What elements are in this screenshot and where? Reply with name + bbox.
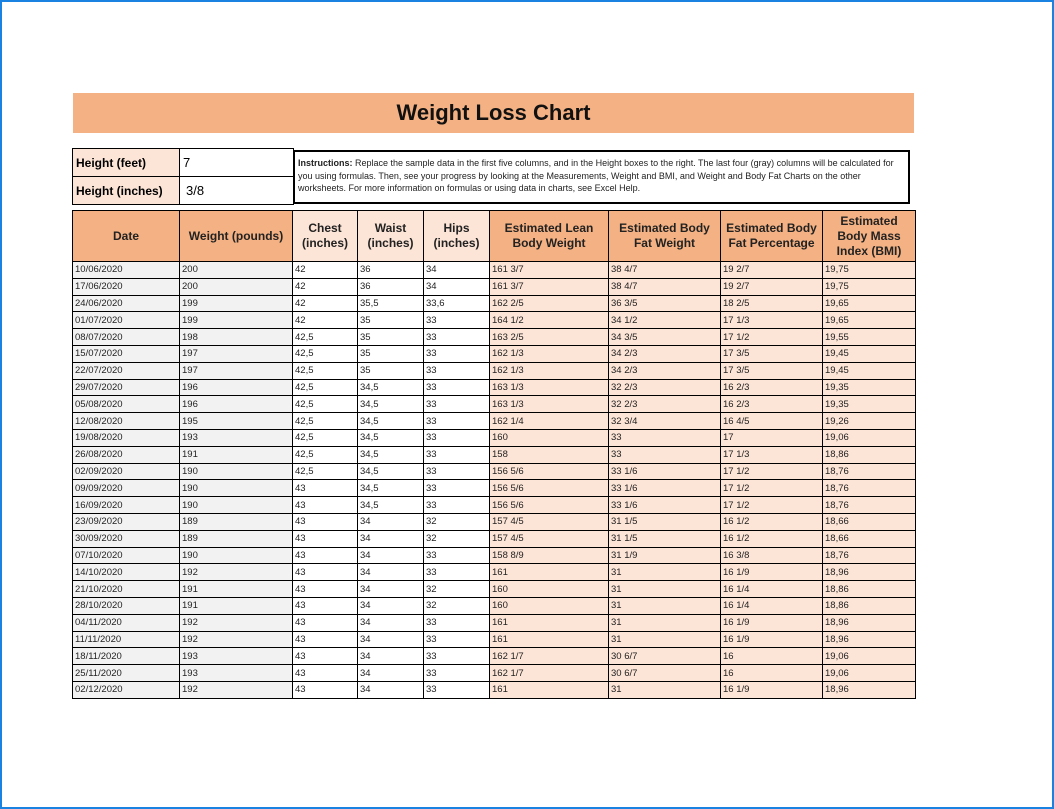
waist-cell[interactable]: 35 xyxy=(358,329,424,346)
lean-weight-cell: 161 xyxy=(490,631,609,648)
bmi-cell: 18,96 xyxy=(823,614,916,631)
waist-cell[interactable]: 35 xyxy=(358,312,424,329)
waist-cell[interactable]: 34 xyxy=(358,581,424,598)
date-cell[interactable]: 01/07/2020 xyxy=(73,312,180,329)
chest-cell[interactable]: 43 xyxy=(293,581,358,598)
weight-cell[interactable]: 192 xyxy=(180,614,293,631)
waist-cell[interactable]: 34,5 xyxy=(358,463,424,480)
page-title: Weight Loss Chart xyxy=(73,93,914,133)
fat-percentage-cell: 19 2/7 xyxy=(721,278,823,295)
fat-percentage-cell: 16 3/8 xyxy=(721,547,823,564)
fat-percentage-cell: 16 1/4 xyxy=(721,581,823,598)
fat-percentage-cell: 16 4/5 xyxy=(721,413,823,430)
chest-cell[interactable]: 42 xyxy=(293,295,358,312)
fat-weight-cell: 32 3/4 xyxy=(609,413,721,430)
bmi-cell: 18,76 xyxy=(823,480,916,497)
table-row xyxy=(73,295,916,312)
hips-cell[interactable]: 32 xyxy=(424,597,490,614)
weight-cell[interactable]: 199 xyxy=(180,295,293,312)
fat-weight-cell: 31 xyxy=(609,631,721,648)
weight-cell[interactable]: 197 xyxy=(180,345,293,362)
header-date: Date xyxy=(73,211,180,262)
weight-cell[interactable]: 198 xyxy=(180,329,293,346)
fat-weight-cell: 34 2/3 xyxy=(609,345,721,362)
date-cell[interactable]: 05/08/2020 xyxy=(73,396,180,413)
bmi-cell: 18,96 xyxy=(823,631,916,648)
lean-weight-cell: 162 1/7 xyxy=(490,665,609,682)
weight-cell[interactable]: 193 xyxy=(180,648,293,665)
weight-cell[interactable]: 197 xyxy=(180,362,293,379)
waist-cell[interactable]: 34 xyxy=(358,564,424,581)
bmi-cell: 19,65 xyxy=(823,295,916,312)
fat-weight-cell: 31 xyxy=(609,597,721,614)
date-cell[interactable]: 16/09/2020 xyxy=(73,497,180,514)
hips-cell[interactable]: 33 xyxy=(424,329,490,346)
chest-cell[interactable]: 43 xyxy=(293,480,358,497)
date-cell[interactable]: 02/09/2020 xyxy=(73,463,180,480)
waist-cell[interactable]: 34,5 xyxy=(358,497,424,514)
chest-cell[interactable]: 43 xyxy=(293,614,358,631)
fat-weight-cell: 34 1/2 xyxy=(609,312,721,329)
date-cell[interactable]: 02/12/2020 xyxy=(73,681,180,698)
weight-cell[interactable]: 192 xyxy=(180,564,293,581)
table-row xyxy=(73,413,916,430)
table-row xyxy=(73,614,916,631)
waist-cell[interactable]: 34 xyxy=(358,648,424,665)
hips-cell[interactable]: 33 xyxy=(424,463,490,480)
date-cell[interactable]: 24/06/2020 xyxy=(73,295,180,312)
fat-weight-cell: 30 6/7 xyxy=(609,665,721,682)
fat-weight-cell: 33 1/6 xyxy=(609,497,721,514)
fat-weight-cell: 33 xyxy=(609,446,721,463)
chest-cell[interactable]: 43 xyxy=(293,597,358,614)
weight-cell[interactable]: 191 xyxy=(180,446,293,463)
table-row xyxy=(73,429,916,446)
date-cell[interactable]: 14/10/2020 xyxy=(73,564,180,581)
waist-cell[interactable]: 36 xyxy=(358,262,424,279)
lean-weight-cell: 160 xyxy=(490,581,609,598)
table-row xyxy=(73,581,916,598)
bmi-cell: 18,76 xyxy=(823,497,916,514)
fat-percentage-cell: 16 1/2 xyxy=(721,513,823,530)
fat-percentage-cell: 19 2/7 xyxy=(721,262,823,279)
fat-weight-cell: 30 6/7 xyxy=(609,648,721,665)
hips-cell[interactable]: 33 xyxy=(424,312,490,329)
bmi-cell: 18,76 xyxy=(823,463,916,480)
weight-cell[interactable]: 196 xyxy=(180,379,293,396)
chest-cell[interactable]: 43 xyxy=(293,564,358,581)
bmi-cell: 19,45 xyxy=(823,362,916,379)
fat-percentage-cell: 16 1/4 xyxy=(721,597,823,614)
fat-percentage-cell: 16 xyxy=(721,665,823,682)
hips-cell[interactable]: 32 xyxy=(424,530,490,547)
lean-weight-cell: 163 1/3 xyxy=(490,379,609,396)
date-cell[interactable]: 10/06/2020 xyxy=(73,262,180,279)
hips-cell[interactable]: 33 xyxy=(424,614,490,631)
chest-cell[interactable]: 43 xyxy=(293,681,358,698)
lean-weight-cell: 161 xyxy=(490,681,609,698)
instructions-box xyxy=(293,150,910,204)
bmi-cell: 19,55 xyxy=(823,329,916,346)
weight-cell[interactable]: 190 xyxy=(180,480,293,497)
lean-weight-cell: 162 1/4 xyxy=(490,413,609,430)
hips-cell[interactable]: 33 xyxy=(424,631,490,648)
lean-weight-cell: 158 8/9 xyxy=(490,547,609,564)
table-row xyxy=(73,329,916,346)
fat-weight-cell: 31 1/9 xyxy=(609,547,721,564)
lean-weight-cell: 161 xyxy=(490,614,609,631)
fat-percentage-cell: 16 1/2 xyxy=(721,530,823,547)
waist-cell[interactable]: 34 xyxy=(358,614,424,631)
fat-percentage-cell: 17 1/2 xyxy=(721,329,823,346)
fat-percentage-cell: 17 1/2 xyxy=(721,463,823,480)
waist-cell[interactable]: 34,5 xyxy=(358,413,424,430)
fat-weight-cell: 31 xyxy=(609,681,721,698)
header-lean-weight: Estimated Lean Body Weight xyxy=(490,211,609,262)
chest-cell[interactable]: 43 xyxy=(293,530,358,547)
table-row xyxy=(73,665,916,682)
waist-cell[interactable]: 35,5 xyxy=(358,295,424,312)
date-cell[interactable]: 18/11/2020 xyxy=(73,648,180,665)
lean-weight-cell: 160 xyxy=(490,597,609,614)
chest-cell[interactable]: 43 xyxy=(293,648,358,665)
table-row xyxy=(73,262,916,279)
date-cell[interactable]: 30/09/2020 xyxy=(73,530,180,547)
weight-cell[interactable]: 189 xyxy=(180,530,293,547)
chest-cell[interactable]: 42,5 xyxy=(293,362,358,379)
waist-cell[interactable]: 34 xyxy=(358,597,424,614)
lean-weight-cell: 156 5/6 xyxy=(490,480,609,497)
weight-cell[interactable]: 193 xyxy=(180,429,293,446)
date-cell[interactable]: 29/07/2020 xyxy=(73,379,180,396)
date-cell[interactable]: 07/10/2020 xyxy=(73,547,180,564)
hips-cell[interactable]: 33 xyxy=(424,681,490,698)
chest-cell[interactable]: 43 xyxy=(293,547,358,564)
bmi-cell: 19,75 xyxy=(823,278,916,295)
fat-weight-cell: 34 3/5 xyxy=(609,329,721,346)
weight-cell[interactable]: 200 xyxy=(180,278,293,295)
header-bmi: Estimated Body Mass Index (BMI) xyxy=(823,211,916,262)
hips-cell[interactable]: 33 xyxy=(424,665,490,682)
bmi-cell: 19,06 xyxy=(823,665,916,682)
hips-cell[interactable]: 33 xyxy=(424,564,490,581)
weight-cell[interactable]: 192 xyxy=(180,631,293,648)
fat-percentage-cell: 17 1/2 xyxy=(721,480,823,497)
fat-percentage-cell: 18 2/5 xyxy=(721,295,823,312)
bmi-cell: 18,86 xyxy=(823,597,916,614)
date-cell[interactable]: 17/06/2020 xyxy=(73,278,180,295)
lean-weight-cell: 164 1/2 xyxy=(490,312,609,329)
table-row xyxy=(73,547,916,564)
table-row xyxy=(73,278,916,295)
date-cell[interactable]: 28/10/2020 xyxy=(73,597,180,614)
chest-cell[interactable]: 42,5 xyxy=(293,463,358,480)
date-cell[interactable]: 12/08/2020 xyxy=(73,413,180,430)
waist-cell[interactable]: 34,5 xyxy=(358,446,424,463)
table-header-row xyxy=(73,211,916,262)
date-cell[interactable]: 21/10/2020 xyxy=(73,581,180,598)
lean-weight-cell: 161 3/7 xyxy=(490,262,609,279)
hips-cell[interactable]: 32 xyxy=(424,581,490,598)
date-cell[interactable]: 08/07/2020 xyxy=(73,329,180,346)
date-cell[interactable]: 15/07/2020 xyxy=(73,345,180,362)
table-row xyxy=(73,312,916,329)
hips-cell[interactable]: 33 xyxy=(424,480,490,497)
hips-cell[interactable]: 33 xyxy=(424,413,490,430)
hips-cell[interactable]: 32 xyxy=(424,513,490,530)
fat-percentage-cell: 17 1/3 xyxy=(721,312,823,329)
header-fat-percentage: Estimated Body Fat Percentage xyxy=(721,211,823,262)
bmi-cell: 18,86 xyxy=(823,581,916,598)
table-row xyxy=(73,345,916,362)
weight-log-table xyxy=(72,210,916,699)
fat-percentage-cell: 17 1/2 xyxy=(721,497,823,514)
chest-cell[interactable]: 43 xyxy=(293,665,358,682)
lean-weight-cell: 163 1/3 xyxy=(490,396,609,413)
hips-cell[interactable]: 33 xyxy=(424,362,490,379)
chest-cell[interactable]: 42,5 xyxy=(293,345,358,362)
bmi-cell: 18,66 xyxy=(823,530,916,547)
hips-cell[interactable]: 33 xyxy=(424,648,490,665)
fat-percentage-cell: 16 1/9 xyxy=(721,631,823,648)
waist-cell[interactable]: 34,5 xyxy=(358,480,424,497)
header-chest: Chest (inches) xyxy=(293,211,358,262)
date-cell[interactable]: 04/11/2020 xyxy=(73,614,180,631)
fat-percentage-cell: 16 1/9 xyxy=(721,564,823,581)
table-row xyxy=(73,463,916,480)
lean-weight-cell: 161 3/7 xyxy=(490,278,609,295)
waist-cell[interactable]: 34 xyxy=(358,681,424,698)
table-row xyxy=(73,480,916,497)
table-row xyxy=(73,497,916,514)
table-row xyxy=(73,597,916,614)
table-row xyxy=(73,681,916,698)
weight-cell[interactable]: 191 xyxy=(180,581,293,598)
fat-weight-cell: 31 xyxy=(609,564,721,581)
fat-weight-cell: 33 1/6 xyxy=(609,480,721,497)
hips-cell[interactable]: 33 xyxy=(424,547,490,564)
chest-cell[interactable]: 42,5 xyxy=(293,329,358,346)
lean-weight-cell: 156 5/6 xyxy=(490,463,609,480)
header-waist: Waist (inches) xyxy=(358,211,424,262)
hips-cell[interactable]: 34 xyxy=(424,278,490,295)
weight-cell[interactable]: 196 xyxy=(180,396,293,413)
weight-cell[interactable]: 190 xyxy=(180,463,293,480)
fat-weight-cell: 33 xyxy=(609,429,721,446)
hips-cell[interactable]: 33 xyxy=(424,429,490,446)
bmi-cell: 19,65 xyxy=(823,312,916,329)
weight-cell[interactable]: 193 xyxy=(180,665,293,682)
fat-weight-cell: 38 4/7 xyxy=(609,278,721,295)
lean-weight-cell: 162 1/3 xyxy=(490,345,609,362)
lean-weight-cell: 161 xyxy=(490,564,609,581)
chest-cell[interactable]: 42 xyxy=(293,278,358,295)
fat-percentage-cell: 17 3/5 xyxy=(721,345,823,362)
fat-weight-cell: 32 2/3 xyxy=(609,379,721,396)
table-row xyxy=(73,446,916,463)
lean-weight-cell: 157 4/5 xyxy=(490,530,609,547)
bmi-cell: 18,96 xyxy=(823,564,916,581)
fat-percentage-cell: 16 xyxy=(721,648,823,665)
table-row xyxy=(73,362,916,379)
height-inches-label: Height (inches) xyxy=(73,177,180,205)
table-row xyxy=(73,648,916,665)
hips-cell[interactable]: 33 xyxy=(424,497,490,514)
fat-weight-cell: 31 xyxy=(609,614,721,631)
instructions-lead: Instructions: xyxy=(298,158,353,168)
fat-weight-cell: 31 1/5 xyxy=(609,530,721,547)
date-cell[interactable]: 25/11/2020 xyxy=(73,665,180,682)
lean-weight-cell: 157 4/5 xyxy=(490,513,609,530)
bmi-cell: 19,35 xyxy=(823,379,916,396)
weight-cell[interactable]: 190 xyxy=(180,497,293,514)
waist-cell[interactable]: 35 xyxy=(358,362,424,379)
fat-percentage-cell: 16 1/9 xyxy=(721,681,823,698)
lean-weight-cell: 162 1/7 xyxy=(490,648,609,665)
bmi-cell: 18,86 xyxy=(823,446,916,463)
lean-weight-cell: 160 xyxy=(490,429,609,446)
hips-cell[interactable]: 33 xyxy=(424,396,490,413)
lean-weight-cell: 162 1/3 xyxy=(490,362,609,379)
fat-percentage-cell: 17 1/3 xyxy=(721,446,823,463)
lean-weight-cell: 156 5/6 xyxy=(490,497,609,514)
weight-cell[interactable]: 189 xyxy=(180,513,293,530)
date-cell[interactable]: 22/07/2020 xyxy=(73,362,180,379)
fat-weight-cell: 38 4/7 xyxy=(609,262,721,279)
bmi-cell: 18,76 xyxy=(823,547,916,564)
hips-cell[interactable]: 33 xyxy=(424,345,490,362)
header-weight: Weight (pounds) xyxy=(180,211,293,262)
bmi-cell: 18,66 xyxy=(823,513,916,530)
hips-cell[interactable]: 33 xyxy=(424,379,490,396)
date-cell[interactable]: 23/09/2020 xyxy=(73,513,180,530)
bmi-cell: 19,06 xyxy=(823,648,916,665)
fat-weight-cell: 31 xyxy=(609,581,721,598)
fat-weight-cell: 33 1/6 xyxy=(609,463,721,480)
bmi-cell: 19,06 xyxy=(823,429,916,446)
height-inches-cell[interactable]: 3/8 xyxy=(180,177,294,205)
waist-cell[interactable]: 34,5 xyxy=(358,379,424,396)
fat-weight-cell: 34 2/3 xyxy=(609,362,721,379)
bmi-cell: 18,96 xyxy=(823,681,916,698)
instructions-text: Replace the sample data in the first five columns, and in the Height boxes to the right. The last four (gray) columns will be calculated for you using formulas. Then, see your progress by looking at the Measurements, Weight and BMI, and Weight and Body Fat Charts on the other worksheets. For more information on formulas or using data in charts, see Excel Help. xyxy=(298,158,894,193)
waist-cell[interactable]: 36 xyxy=(358,278,424,295)
table-row xyxy=(73,379,916,396)
chest-cell[interactable]: 42,5 xyxy=(293,396,358,413)
table-row xyxy=(73,530,916,547)
waist-cell[interactable]: 35 xyxy=(358,345,424,362)
weight-cell[interactable]: 195 xyxy=(180,413,293,430)
fat-percentage-cell: 17 xyxy=(721,429,823,446)
hips-cell[interactable]: 33 xyxy=(424,446,490,463)
header-fat-weight: Estimated Body Fat Weight xyxy=(609,211,721,262)
chest-cell[interactable]: 42 xyxy=(293,312,358,329)
table-row xyxy=(73,631,916,648)
hips-cell[interactable]: 33,6 xyxy=(424,295,490,312)
fat-percentage-cell: 16 2/3 xyxy=(721,396,823,413)
fat-percentage-cell: 16 1/9 xyxy=(721,614,823,631)
date-cell[interactable]: 09/09/2020 xyxy=(73,480,180,497)
waist-cell[interactable]: 34 xyxy=(358,631,424,648)
date-cell[interactable]: 11/11/2020 xyxy=(73,631,180,648)
chest-cell[interactable]: 42,5 xyxy=(293,429,358,446)
table-row xyxy=(73,513,916,530)
weight-cell[interactable]: 192 xyxy=(180,681,293,698)
bmi-cell: 19,35 xyxy=(823,396,916,413)
chest-cell[interactable]: 43 xyxy=(293,631,358,648)
chest-cell[interactable]: 42 xyxy=(293,262,358,279)
fat-weight-cell: 32 2/3 xyxy=(609,396,721,413)
waist-cell[interactable]: 34,5 xyxy=(358,429,424,446)
waist-cell[interactable]: 34 xyxy=(358,547,424,564)
lean-weight-cell: 163 2/5 xyxy=(490,329,609,346)
hips-cell[interactable]: 34 xyxy=(424,262,490,279)
date-cell[interactable]: 19/08/2020 xyxy=(73,429,180,446)
weight-cell[interactable]: 191 xyxy=(180,597,293,614)
height-feet-cell[interactable]: 7 xyxy=(180,149,294,177)
waist-cell[interactable]: 34 xyxy=(358,665,424,682)
waist-cell[interactable]: 34 xyxy=(358,530,424,547)
bmi-cell: 19,26 xyxy=(823,413,916,430)
height-feet-label: Height (feet) xyxy=(73,149,180,177)
waist-cell[interactable]: 34 xyxy=(358,513,424,530)
weight-cell[interactable]: 199 xyxy=(180,312,293,329)
fat-percentage-cell: 17 3/5 xyxy=(721,362,823,379)
header-hips: Hips (inches) xyxy=(424,211,490,262)
fat-weight-cell: 36 3/5 xyxy=(609,295,721,312)
weight-cell[interactable]: 190 xyxy=(180,547,293,564)
lean-weight-cell: 162 2/5 xyxy=(490,295,609,312)
waist-cell[interactable]: 34,5 xyxy=(358,396,424,413)
fat-weight-cell: 31 1/5 xyxy=(609,513,721,530)
date-cell[interactable]: 26/08/2020 xyxy=(73,446,180,463)
fat-percentage-cell: 16 2/3 xyxy=(721,379,823,396)
bmi-cell: 19,45 xyxy=(823,345,916,362)
chest-cell[interactable]: 43 xyxy=(293,497,358,514)
chest-cell[interactable]: 42,5 xyxy=(293,446,358,463)
lean-weight-cell: 158 xyxy=(490,446,609,463)
table-row xyxy=(73,564,916,581)
bmi-cell: 19,75 xyxy=(823,262,916,279)
height-inputs xyxy=(72,148,294,205)
table-row xyxy=(73,396,916,413)
chest-cell[interactable]: 42,5 xyxy=(293,413,358,430)
chest-cell[interactable]: 43 xyxy=(293,513,358,530)
chest-cell[interactable]: 42,5 xyxy=(293,379,358,396)
weight-cell[interactable]: 200 xyxy=(180,262,293,279)
